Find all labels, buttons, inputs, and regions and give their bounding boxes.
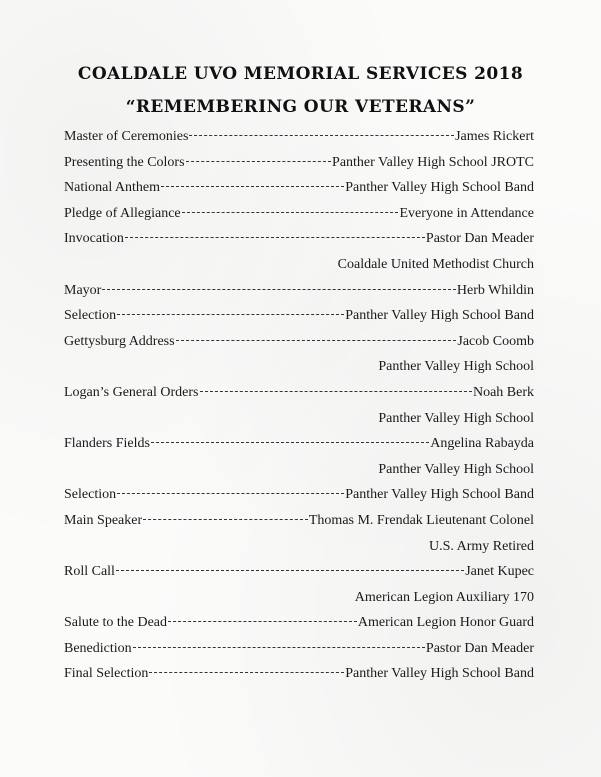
program-role: Roll Call (64, 564, 115, 580)
program-continuation-line (64, 410, 534, 436)
program-item (64, 435, 534, 461)
program-participant: Angelina Rabayda (430, 436, 534, 452)
program-role: Mayor (64, 282, 102, 298)
dashed-leader (176, 340, 457, 341)
dashed-leader (125, 237, 425, 238)
program-participant: Panther Valley High School Band (345, 308, 534, 324)
program-participant: Panther Valley High School Band (345, 487, 534, 503)
program-participant: American Legion Honor Guard (357, 615, 534, 631)
program-role: Final Selection (64, 666, 149, 682)
program-role: Pledge of Allegiance (64, 205, 181, 221)
program-item (64, 128, 534, 154)
dashed-leader (149, 672, 344, 673)
program-participant: Panther Valley High School (378, 359, 534, 375)
dashed-leader (117, 314, 344, 315)
dashed-leader (189, 135, 454, 136)
program-item (64, 640, 534, 666)
document-subtitle: “REMEMBERING OUR VETERANS” (125, 97, 476, 117)
program-item (64, 179, 534, 205)
dashed-leader (143, 519, 308, 520)
program-participant: Noah Berk (472, 384, 534, 400)
program-role: Flanders Fields (64, 436, 150, 452)
program-participant: Jacob Coomb (457, 333, 534, 349)
program-item (64, 665, 534, 691)
program-participant: Everyone in Attendance (399, 205, 534, 221)
program-continuation-line (64, 589, 534, 615)
program-participant: Panther Valley High School JROTC (332, 154, 534, 170)
program-participant: Panther Valley High School Band (345, 666, 534, 682)
program-item (64, 512, 534, 538)
dashed-leader (161, 186, 344, 187)
program-continuation-line (64, 461, 534, 487)
program-item (64, 205, 534, 231)
dashed-leader (117, 493, 344, 494)
program-continuation-line (64, 538, 534, 564)
program-participant: Thomas M. Frendak Lieutenant Colonel (308, 512, 534, 528)
program-participant: Panther Valley High School (378, 461, 534, 477)
dashed-leader (102, 289, 456, 290)
dashed-leader (151, 442, 429, 443)
program-role: Main Speaker (64, 512, 143, 528)
program-role: Master of Ceremonies (64, 129, 189, 144)
program-participant: Coaldale United Methodist Church (337, 256, 534, 272)
program-participant: Panther Valley High School (378, 410, 534, 426)
program-item (64, 333, 534, 359)
program-list (64, 128, 534, 691)
program-item (64, 230, 534, 256)
program-item (64, 282, 534, 308)
program-participant: American Legion Auxiliary 170 (354, 589, 534, 605)
dashed-leader (182, 212, 399, 213)
program-role: Benediction (64, 640, 132, 656)
program-participant: Janet Kupec (465, 564, 534, 580)
program-role: Invocation (64, 231, 124, 247)
dashed-leader (200, 391, 472, 392)
program-participant: Pastor Dan Meader (425, 231, 534, 247)
program-item (64, 154, 534, 180)
program-role: National Anthem (64, 180, 161, 196)
program-role: Selection (64, 487, 117, 503)
dashed-leader (133, 647, 425, 648)
program-role: Presenting the Colors (64, 154, 185, 170)
program-item (64, 384, 534, 410)
program-item (64, 563, 534, 589)
program-role: Selection (64, 308, 117, 324)
program-role: Gettysburg Address (64, 333, 175, 349)
program-item (64, 307, 534, 333)
program-participant: Panther Valley High School Band (345, 180, 534, 196)
document-title: COALDALE UVO MEMORIAL SERVICES 2018 (77, 64, 524, 84)
program-role: Salute to the Dead (64, 615, 168, 631)
dashed-leader (168, 621, 357, 622)
program-participant: Pastor Dan Meader (425, 640, 534, 656)
program-participant: James Rickert (455, 129, 534, 144)
program-role: Logan’s General Orders (64, 384, 199, 400)
program-participant: Herb Whildin (456, 282, 534, 298)
dashed-leader (116, 570, 464, 571)
program-item (64, 614, 534, 640)
program-item (64, 486, 534, 512)
program-continuation-line (64, 256, 534, 282)
program-participant: U.S. Army Retired (429, 538, 534, 554)
program-continuation-line (64, 358, 534, 384)
dashed-leader (186, 161, 331, 162)
